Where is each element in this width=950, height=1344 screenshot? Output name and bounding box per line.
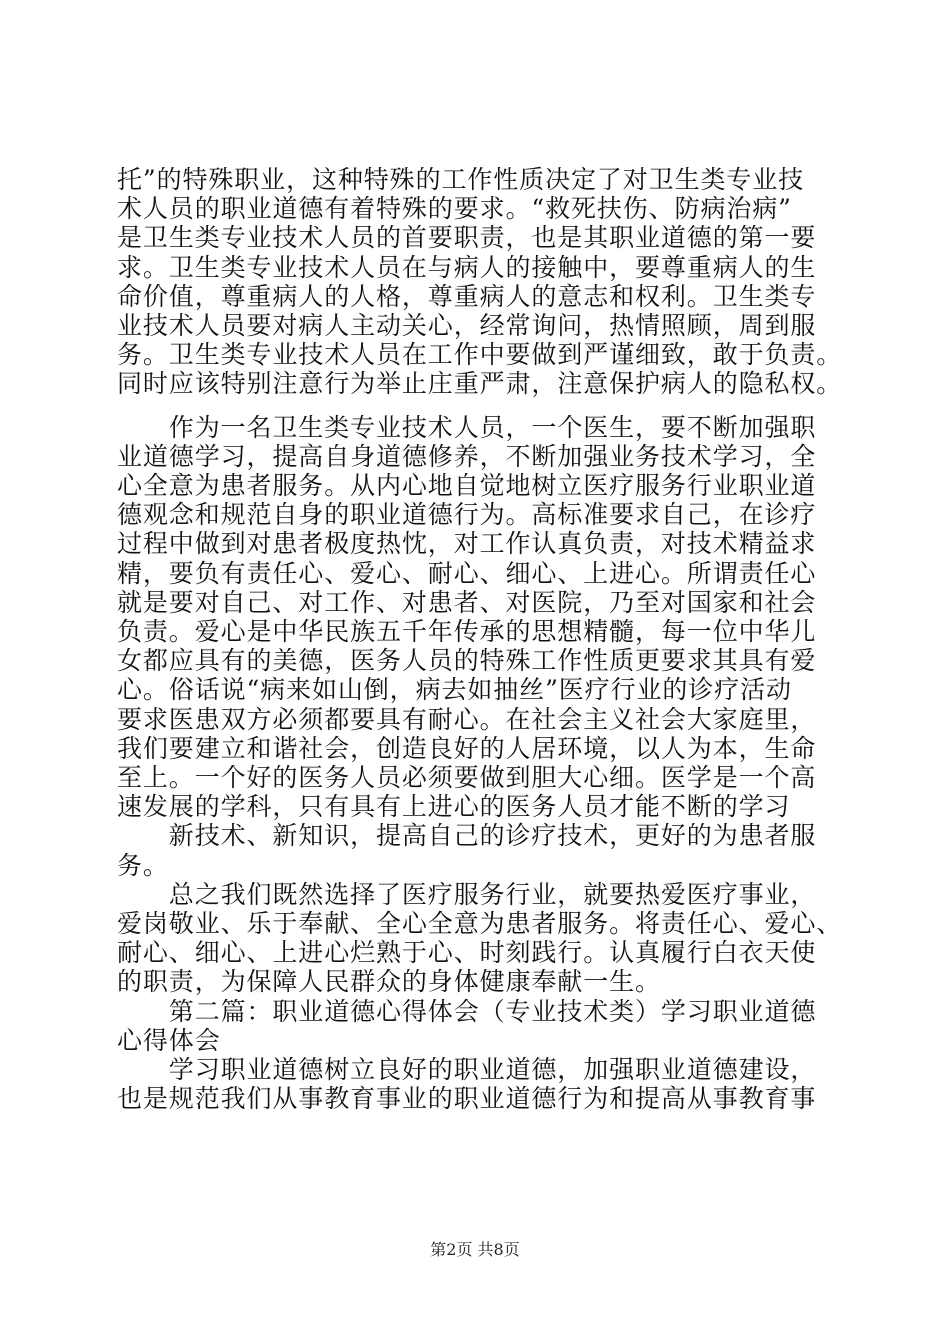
text-line: 就是要对自己、对工作、对患者、对医院，乃至对国家和社会: [117, 587, 817, 617]
text-line: 心全意为患者服务。从内心地自觉地树立医疗服务行业职业道: [117, 471, 817, 500]
text-line: 至上。一个好的医务人员必须要做到胆大心细。医学是一个高: [117, 763, 817, 792]
text-line: 爱岗敬业、乐于奉献、全心全意为患者服务。将责任心、爱心、: [117, 909, 843, 938]
text-line: 务。卫生类专业技术人员在工作中要做到严谨细致，敢于负责。: [117, 340, 843, 370]
page-number-footer: 第2页 共8页: [430, 1240, 520, 1259]
text-line: 耐心、细心、上进心烂熟于心、时刻践行。认真履行白衣天使: [117, 938, 817, 968]
text-line: 的职责，为保障人民群众的身体健康奉献一生。: [117, 967, 661, 997]
text-line: 求。卫生类专业技术人员在与病人的接触中，要尊重病人的生: [117, 252, 817, 282]
text-line: 作为一名卫生类专业技术人员，一个医生，要不断加强职: [117, 412, 817, 442]
text-line: 精，要负有责任心、爱心、耐心、细心、上进心。所谓责任心: [117, 558, 817, 588]
text-line: 德观念和规范自身的职业道德行为。高标准要求自己，在诊疗: [117, 500, 817, 530]
text-line: 业技术人员要对病人主动关心，经常询问，热情照顾，周到服: [117, 311, 817, 340]
text-line: 学习职业道德树立良好的职业道德，加强职业道德建设，: [117, 1055, 817, 1084]
text-line: 新技术、新知识，提高自己的诊疗技术，更好的为患者服: [117, 821, 817, 851]
text-line: 心。俗话说“病来如山倒，病去如抽丝”医疗行业的诊疗活动: [117, 675, 792, 705]
text-line: 命价值，尊重病人的人格，尊重病人的意志和权利。卫生类专: [117, 281, 817, 311]
text-line: 托”的特殊职业，这种特殊的工作性质决定了对卫生类专业技: [117, 165, 805, 194]
text-line: 业道德学习，提高自身道德修养，不断加强业务技术学习，全: [117, 441, 817, 471]
text-line: 负责。爱心是中华民族五千年传承的思想精髓，每一位中华儿: [117, 617, 817, 646]
text-line: 女都应具有的美德，医务人员的特殊工作性质更要求其具有爱: [117, 646, 817, 676]
text-line: 速发展的学科，只有具有上进心的医务人员才能不断的学习: [117, 792, 791, 822]
text-line: 也是规范我们从事教育事业的职业道德行为和提高从事教育事: [117, 1084, 817, 1114]
text-line: 务。: [117, 850, 169, 880]
text-line: 我们要建立和谐社会，创造良好的人居环境，以人为本，生命: [117, 733, 817, 763]
text-line: 第二篇：职业道德心得体会（专业技术类）学习职业道德: [117, 996, 817, 1026]
text-line: 心得体会: [117, 1025, 221, 1055]
text-line: 要求医患双方必须都要具有耐心。在社会主义社会大家庭里，: [117, 704, 817, 734]
text-line: 术人员的职业道德有着特殊的要求。“救死扶伤、防病治病”: [117, 194, 792, 224]
text-line: 是卫生类专业技术人员的首要职责，也是其职业道德的第一要: [117, 223, 817, 253]
text-line: 总之我们既然选择了医疗服务行业，就要热爱医疗事业，: [117, 879, 817, 909]
text-line: 同时应该特别注意行为举止庄重严肃，注意保护病人的隐私权。: [117, 369, 843, 399]
text-line: 过程中做到对患者极度热忱，对工作认真负责，对技术精益求: [117, 529, 817, 559]
